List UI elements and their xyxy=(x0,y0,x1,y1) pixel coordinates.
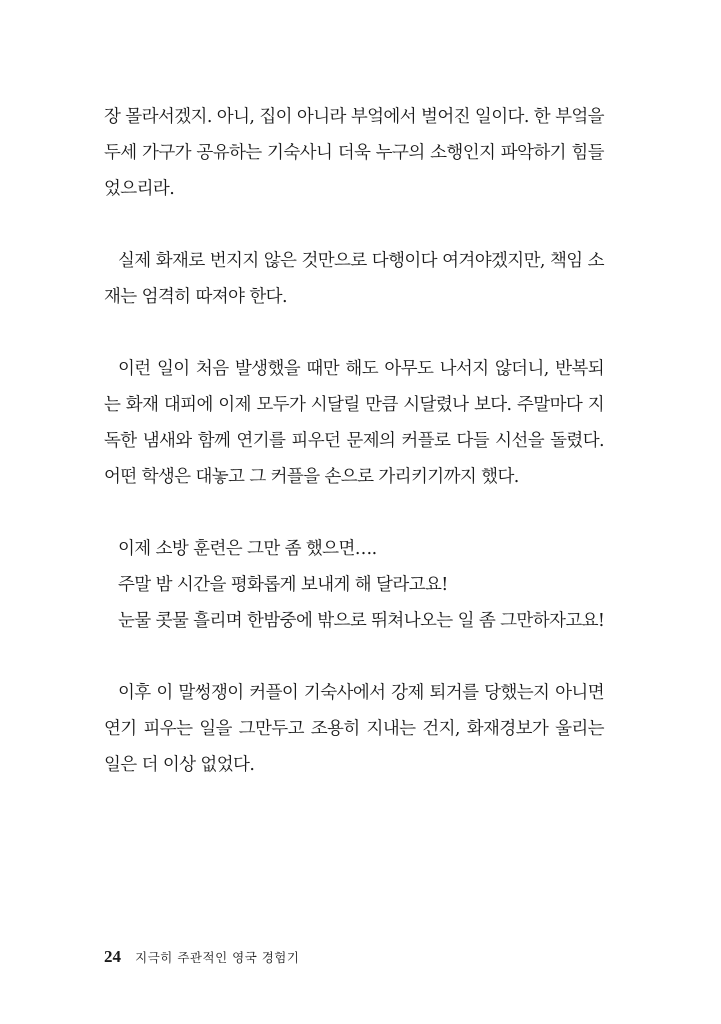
text-line: 두세 가구가 공유하는 기숙사니 더욱 누구의 소행인지 파악하기 힘들 xyxy=(104,143,604,163)
paragraph xyxy=(104,351,604,495)
text-line: 재는 엄격히 따져야 한다. xyxy=(104,287,287,307)
text-line: 연기 피우는 일을 그만두고 조용히 지내는 건지, 화재경보가 울리는 xyxy=(104,719,604,739)
paragraph xyxy=(104,99,604,207)
text-line: 었으리라. xyxy=(104,179,175,199)
text-line: 어떤 학생은 대놓고 그 커플을 손으로 가리키기까지 했다. xyxy=(104,467,519,487)
paragraph xyxy=(104,243,604,315)
text-line: 독한 냄새와 함께 연기를 피우던 문제의 커플로 다들 시선을 돌렸다. xyxy=(104,431,604,451)
page-footer xyxy=(104,947,299,967)
text-line: 주말 밤 시간을 평화롭게 보내게 해 달라고요! xyxy=(118,575,448,595)
paragraph xyxy=(104,531,604,639)
text-line: 이런 일이 처음 발생했을 때만 해도 아무도 나서지 않더니, 반복되 xyxy=(118,359,604,379)
text-line: 일은 더 이상 없었다. xyxy=(104,755,255,775)
text-line: 이후 이 말썽쟁이 커플이 기숙사에서 강제 퇴거를 당했는지 아니면 xyxy=(118,683,604,703)
text-line: 실제 화재로 번지지 않은 것만으로 다행이다 여겨야겠지만, 책임 소 xyxy=(118,251,604,271)
running-title: 지극히 주관적인 영국 경험기 xyxy=(135,950,300,965)
text-line: 장 몰라서겠지. 아니, 집이 아니라 부엌에서 벌어진 일이다. 한 부엌을 xyxy=(104,107,604,127)
text-line: 눈물 콧물 흘리며 한밤중에 밖으로 뛰쳐나오는 일 좀 그만하자고요! xyxy=(118,611,605,631)
page-body xyxy=(104,99,604,783)
text-line: 는 화재 대피에 이제 모두가 시달릴 만큼 시달렸나 보다. 주말마다 지 xyxy=(104,395,604,415)
text-line: 이제 소방 훈련은 그만 좀 했으면…. xyxy=(118,539,377,559)
paragraph xyxy=(104,675,604,783)
page-number: 24 xyxy=(104,947,121,966)
